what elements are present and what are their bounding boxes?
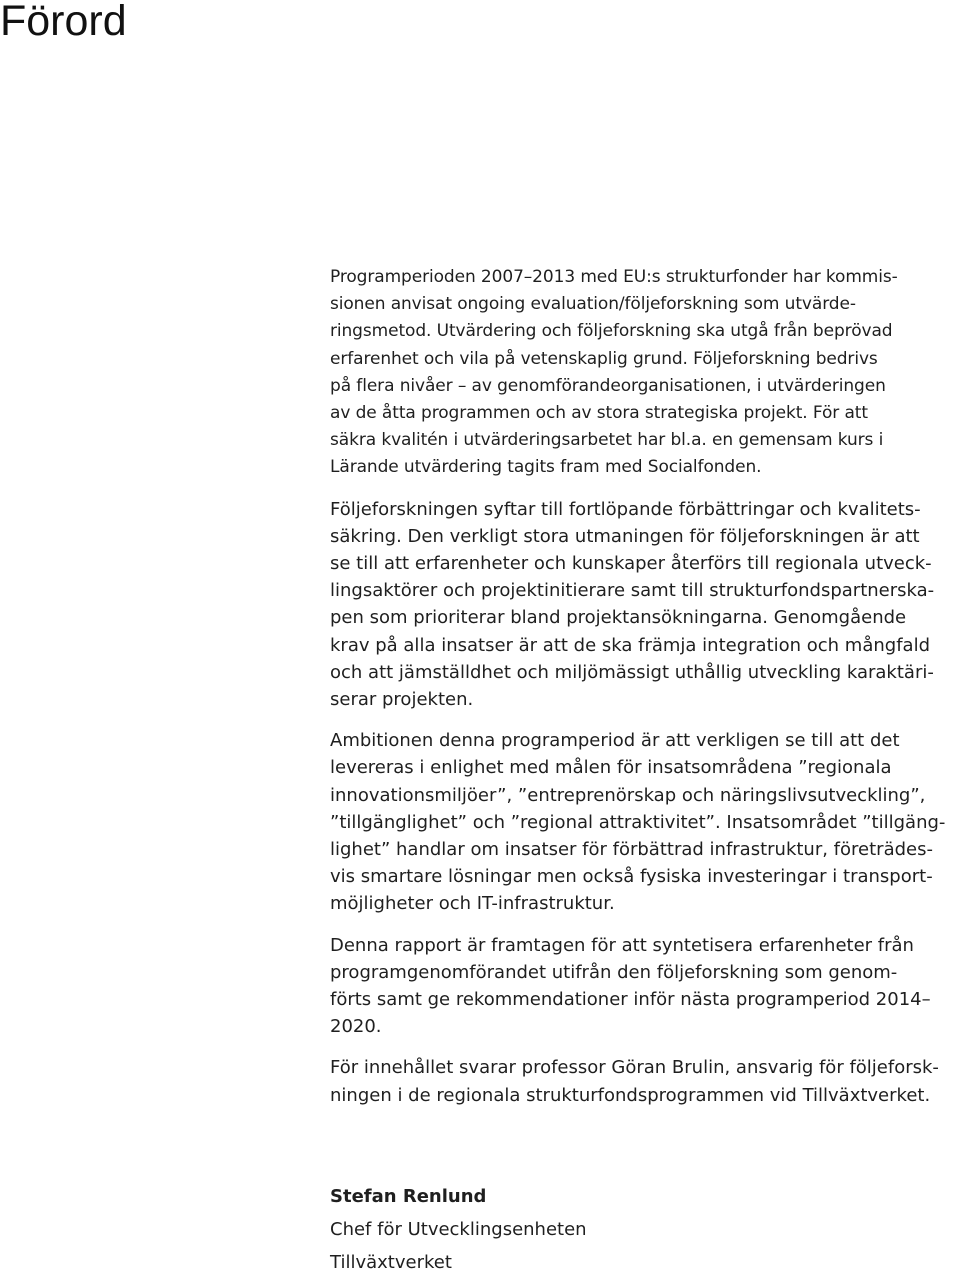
signature-block <box>330 1180 587 1279</box>
body-text <box>330 264 956 1123</box>
text-line: förts samt ge rekommendationer inför nästa programperiod 2014– <box>330 989 931 1011</box>
paragraph-responsibility <box>330 1054 956 1108</box>
text-line: Lärande utvärdering tagits fram med Socialfonden. <box>330 457 762 478</box>
text-line: säkring. Den verkligt stora utmaningen för följeforskningen är att <box>330 525 920 547</box>
text-line: ”tillgänglighet” och ”regional attraktivitet”. Insatsområdet ”tillgäng- <box>330 811 946 833</box>
text-line: vis smartare lösningar men också fysiska investeringar i transport- <box>330 866 933 888</box>
text-line: erfarenhet och vila på vetenskaplig grund. Följeforskning bedrivs <box>330 348 878 369</box>
signature-name: Stefan Renlund <box>330 1186 487 1207</box>
text-line: sionen anvisat ongoing evaluation/följeforskning som utvärde- <box>330 294 856 315</box>
text-line: ningen i de regionala strukturfondsprogrammen vid Tillväxtverket. <box>330 1084 931 1106</box>
text-line: För innehållet svarar professor Göran Brulin, ansvarig för följeforsk- <box>330 1057 939 1079</box>
text-line: lingsaktörer och projektinitierare samt till strukturfondspartnerska- <box>330 580 935 602</box>
text-line: Denna rapport är framtagen för att syntetisera erfarenheter från <box>330 934 914 956</box>
paragraph-intro <box>330 264 956 482</box>
paragraph-ambition <box>330 727 956 917</box>
text-line: ringsmetod. Utvärdering och följeforskning ska utgå från beprövad <box>330 321 893 342</box>
text-line: levereras i enlighet med målen för insatsområdena ”regionala <box>330 757 892 779</box>
text-line: se till att erfarenheter och kunskaper återförs till regionala utveck- <box>330 553 932 575</box>
text-line: innovationsmiljöer”, ”entreprenörskap och näringslivsutveckling”, <box>330 784 926 806</box>
text-line: serar projekten. <box>330 689 474 711</box>
text-line: pen som prioriterar bland projektansökningarna. Genomgående <box>330 607 907 629</box>
signature-organization: Tillväxtverket <box>330 1252 452 1273</box>
text-line: Programperioden 2007–2013 med EU:s strukturfonder har kommis- <box>330 267 898 287</box>
text-line: programgenomförandet utifrån den följeforskning som genom- <box>330 961 898 983</box>
text-line: 2020. <box>330 1016 382 1038</box>
text-line: krav på alla insatser är att de ska främja integration och mångfald <box>330 634 931 656</box>
text-line: och att jämställdhet och miljömässigt uthållig utveckling karaktäri- <box>330 661 934 683</box>
text-line: lighet” handlar om insatser för förbättrad infrastruktur, företrädes- <box>330 839 933 861</box>
text-line: av de åtta programmen och av stora strategiska projekt. För att <box>330 403 868 424</box>
paragraph-report <box>330 932 956 1041</box>
text-line: Ambitionen denna programperiod är att verkligen se till att det <box>330 730 900 752</box>
text-line: Följeforskningen syftar till fortlöpande förbättringar och kvalitets- <box>330 498 921 520</box>
text-line: möjligheter och IT-infrastruktur. <box>330 893 615 915</box>
text-line: säkra kvalitén i utvärderingsarbetet har bl.a. en gemensam kurs i <box>330 430 884 451</box>
paragraph-purpose <box>330 496 956 714</box>
text-line: på flera nivåer – av genomförandeorganisationen, i utvärderingen <box>330 375 886 396</box>
page-title: Förord <box>0 0 127 45</box>
signature-role: Chef för Utvecklingsenheten <box>330 1219 587 1240</box>
